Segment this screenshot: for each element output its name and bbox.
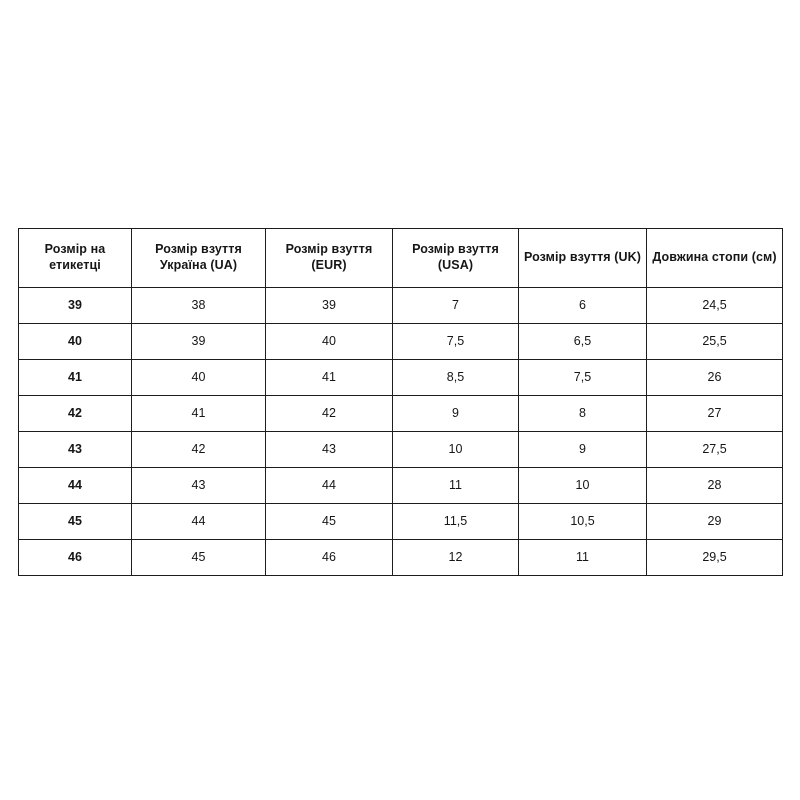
- cell-label-size: 46: [19, 540, 132, 576]
- cell-uk-size: 11: [519, 540, 647, 576]
- cell-eur-size: 40: [266, 324, 393, 360]
- cell-eur-size: 45: [266, 504, 393, 540]
- cell-usa-size: 10: [393, 432, 519, 468]
- cell-eur-size: 44: [266, 468, 393, 504]
- cell-eur-size: 46: [266, 540, 393, 576]
- column-header-ua-size: Розмір взуття Україна (UA): [132, 229, 266, 288]
- column-header-label-size: Розмір на етикетці: [19, 229, 132, 288]
- table-header: [19, 229, 783, 288]
- table-row: [19, 504, 783, 540]
- cell-ua-size: 42: [132, 432, 266, 468]
- cell-foot-length: 26: [647, 360, 783, 396]
- cell-label-size: 43: [19, 432, 132, 468]
- cell-usa-size: 7: [393, 288, 519, 324]
- column-header-foot-length: Довжина стопи (см): [647, 229, 783, 288]
- cell-eur-size: 41: [266, 360, 393, 396]
- cell-label-size: 39: [19, 288, 132, 324]
- cell-eur-size: 39: [266, 288, 393, 324]
- cell-uk-size: 9: [519, 432, 647, 468]
- cell-eur-size: 43: [266, 432, 393, 468]
- cell-ua-size: 44: [132, 504, 266, 540]
- cell-label-size: 41: [19, 360, 132, 396]
- cell-foot-length: 24,5: [647, 288, 783, 324]
- cell-label-size: 42: [19, 396, 132, 432]
- cell-usa-size: 11: [393, 468, 519, 504]
- cell-eur-size: 42: [266, 396, 393, 432]
- cell-foot-length: 25,5: [647, 324, 783, 360]
- table-body: [19, 288, 783, 576]
- cell-ua-size: 43: [132, 468, 266, 504]
- table-row: [19, 540, 783, 576]
- column-header-usa-size: Розмір взуття (USA): [393, 229, 519, 288]
- cell-foot-length: 29,5: [647, 540, 783, 576]
- shoe-size-table: [18, 228, 783, 576]
- column-header-uk-size: Розмір взуття (UK): [519, 229, 647, 288]
- cell-uk-size: 6: [519, 288, 647, 324]
- cell-ua-size: 45: [132, 540, 266, 576]
- cell-ua-size: 41: [132, 396, 266, 432]
- cell-usa-size: 11,5: [393, 504, 519, 540]
- cell-uk-size: 10: [519, 468, 647, 504]
- cell-uk-size: 6,5: [519, 324, 647, 360]
- table-row: [19, 468, 783, 504]
- cell-ua-size: 40: [132, 360, 266, 396]
- cell-label-size: 40: [19, 324, 132, 360]
- cell-usa-size: 9: [393, 396, 519, 432]
- cell-usa-size: 12: [393, 540, 519, 576]
- size-table-container: [18, 228, 782, 576]
- cell-foot-length: 28: [647, 468, 783, 504]
- table-row: [19, 324, 783, 360]
- table-row: [19, 288, 783, 324]
- cell-uk-size: 10,5: [519, 504, 647, 540]
- table-row: [19, 396, 783, 432]
- cell-foot-length: 27,5: [647, 432, 783, 468]
- cell-ua-size: 39: [132, 324, 266, 360]
- column-header-eur-size: Розмір взуття (EUR): [266, 229, 393, 288]
- cell-label-size: 44: [19, 468, 132, 504]
- cell-usa-size: 7,5: [393, 324, 519, 360]
- table-header-row: [19, 229, 783, 288]
- cell-foot-length: 29: [647, 504, 783, 540]
- cell-label-size: 45: [19, 504, 132, 540]
- cell-uk-size: 7,5: [519, 360, 647, 396]
- cell-uk-size: 8: [519, 396, 647, 432]
- table-row: [19, 360, 783, 396]
- cell-usa-size: 8,5: [393, 360, 519, 396]
- table-row: [19, 432, 783, 468]
- cell-foot-length: 27: [647, 396, 783, 432]
- cell-ua-size: 38: [132, 288, 266, 324]
